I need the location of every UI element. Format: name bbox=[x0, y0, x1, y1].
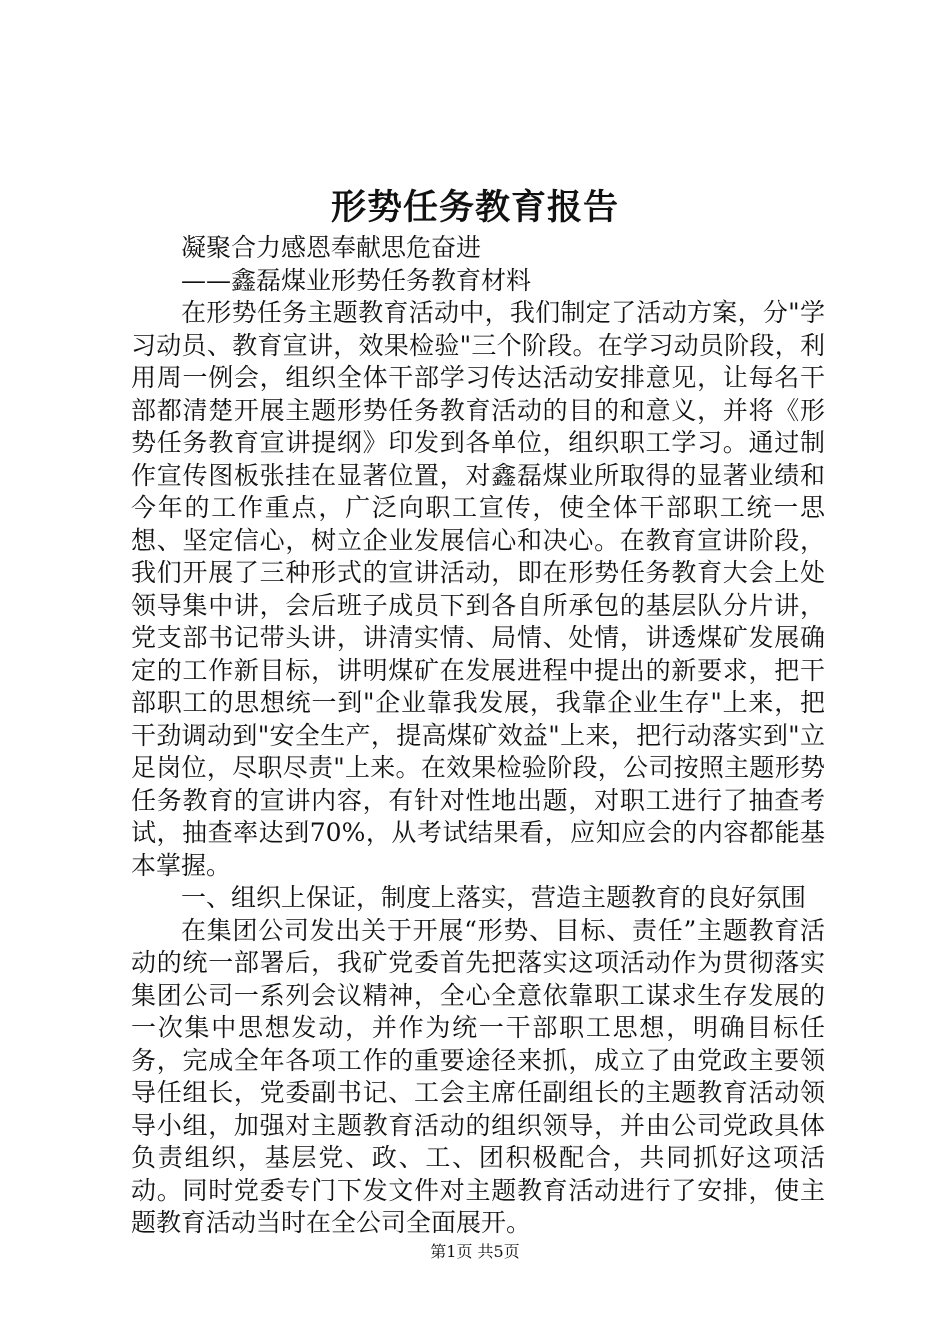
source-line: ——鑫磊煤业形势任务教育材料 bbox=[181, 265, 532, 295]
section-heading-1: 一、组织上保证，制度上落实，营造主题教育的良好氛围 bbox=[181, 883, 807, 912]
subtitle-line: 凝聚合力感恩奉献思危奋进 bbox=[181, 233, 482, 262]
body-paragraph-1: 在形势任务主题教育活动中，我们制定了活动方案，分"学习动员、教育宣讲，效果检验"三个阶段。在学习动员阶段，利用周一例会，组织全体干部学习传达活动安排意见，让每名干部都清楚开展主题形势任务教育活动的目的和意义，并将《形势任务教育宣讲提纲》印发到各单位，组织职工学习。通过制作宣传图板张挂在显著位置，对鑫磊煤业所取得的显著业绩和今年的工作重点，广泛向职工宣传，使全体干部职工统一思想、坚定信心，树立企业发展信心和决心。在教育宣讲阶段，我们开展了三种形式的宣讲活动，即在形势任务教育大会上处领导集中讲，会后班子成员下到各自所承包的基层队分片讲，党支部书记带头讲，讲清实情、局情、处情，讲透煤矿发展确定的工作新目标，讲明煤矿在发展进程中提出的新要求，把干部职工的思想统一到"企业靠我发展，我靠企业生存"上来，把干劲调动到"安全生产，提高煤矿效益"上来，把行动落实到"立足岗位，尽职尽责"上来。在效果检验阶段，公司按照主题形势任务教育的宣讲内容，有针对性地出题，对职工进行了抽查考试，抽查率达到70%，从考试结果看，应知应会的内容都能基本掌握。 bbox=[131, 298, 825, 880]
page-number-footer: 第1页 共5页 bbox=[430, 1242, 520, 1261]
body-paragraph-2: 在集团公司发出关于开展“形势、目标、责任”主题教育活动的统一部署后，我矿党委首先把落实这项活动作为贯彻落实集团公司一系列会议精神，全心全意依靠职工谋求生存发展的一次集中思想发动，并作为统一干部职工思想，明确目标任务，完成全年各项工作的重要途径来抓，成立了由党政主要领导任组长，党委副书记、工会主席任副组长的主题教育活动领导小组，加强对主题教育活动的组织领导，并由公司党政具体负责组织，基层党、政、工、团积极配合，共同抓好这项活动。同时党委专门下发文件对主题教育活动进行了安排，使主题教育活动当时在全公司全面展开。 bbox=[131, 915, 825, 1237]
document-body bbox=[131, 232, 825, 1240]
document-title: 形势任务教育报告 bbox=[330, 188, 619, 228]
